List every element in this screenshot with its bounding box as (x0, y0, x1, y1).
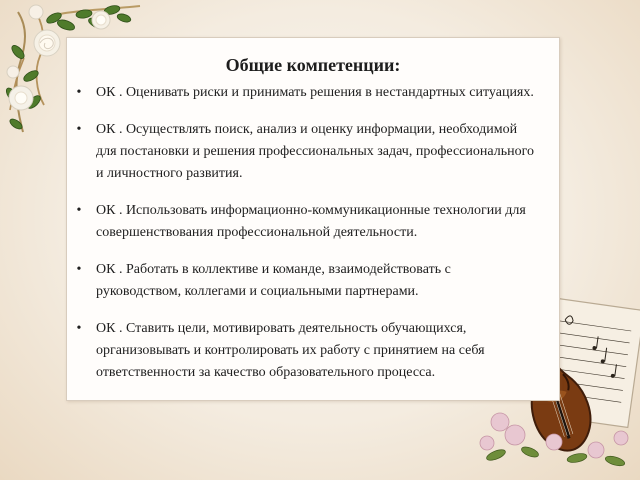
bullet: • (76, 122, 82, 137)
competency-text: ОК . Работать в коллективе и команде, взаимодействовать с руководством, коллегами и социальными партнерами. (96, 262, 451, 299)
competency-text: ОК . Ставить цели, мотивировать деятельность обучающихся, организовывать и контролировать их работу с принятием на себя ответственности за качество образовательного процесса. (96, 321, 485, 380)
bullet: • (76, 85, 82, 100)
competency-item (67, 200, 537, 244)
competency-item (67, 119, 537, 185)
competency-text: ОК . Оценивать риски и принимать решения в нестандартных ситуациях. (96, 85, 534, 100)
competency-text: ОК . Осуществлять поиск, анализ и оценку информации, необходимой для постановки и решения профессиональных задач, профессионального и личностного развития. (96, 122, 534, 181)
bullet: • (76, 321, 82, 336)
competency-item (67, 318, 537, 384)
general-competencies-panel (66, 37, 560, 401)
bullet: • (76, 203, 82, 218)
competency-item (67, 82, 537, 104)
slide-title: Общие компетенции: (225, 55, 401, 76)
bullet: • (76, 262, 82, 277)
competency-text: ОК . Использовать информационно-коммуникационные технологии для совершенствования профессиональной деятельности. (96, 203, 526, 240)
competencies-list (67, 82, 537, 399)
competency-item (67, 259, 537, 303)
